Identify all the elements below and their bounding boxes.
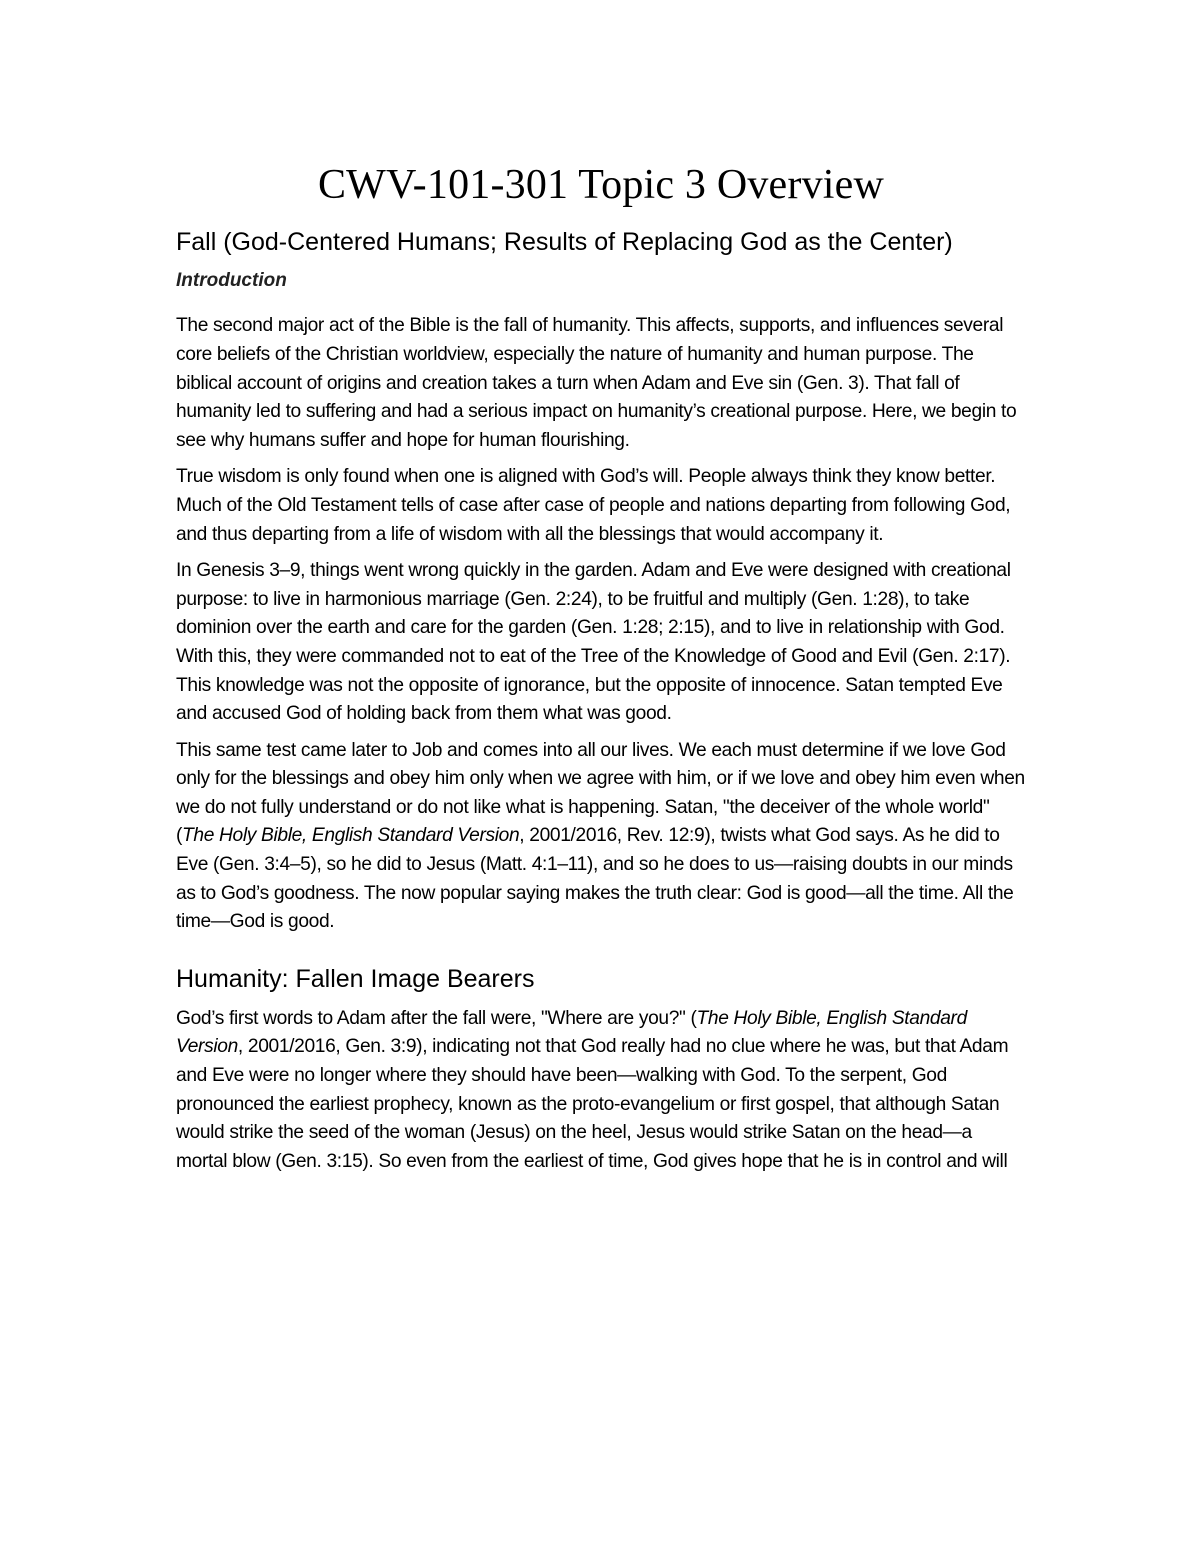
paragraph-text: , 2001/2016, Rev. 12:9), twists what God says. As he did to Eve (Gen. 3:4–5), so he did to Jesus (Matt. 4:1–11), and so he does to us—raising doubts in our minds as to God’s goodness. The now popular saying makes the truth clear: God is good—all the time. All the time—God is good. bbox=[176, 825, 1014, 933]
paragraph-where-are-you bbox=[176, 1005, 1026, 1177]
paragraph-text: God’s first words to Adam after the fall were, "Where are you?" ( bbox=[176, 1007, 697, 1029]
section-heading-humanity: Humanity: Fallen Image Bearers bbox=[176, 964, 535, 993]
paragraph-text: This same test came later to Job and comes into all our lives. We each must determine if we love God only for the blessings and obey him only when we agree with him, or if we love and obey him even when we do not fully understand or do not like what is happening. Satan, "the deceiver of the whole world" ( bbox=[176, 739, 1025, 847]
section-heading-fall: Fall (God-Centered Humans; Results of Replacing God as the Center) bbox=[176, 228, 953, 257]
citation-title: The Holy Bible, English Standard Version bbox=[176, 1007, 967, 1058]
paragraph-test-of-job bbox=[176, 737, 1026, 937]
paragraph-text: , 2001/2016, Gen. 3:9), indicating not that God really had no clue where he was, but that Adam and Eve were no longer where they should have been—walking with God. To the serpent, God pronounced the earliest prophecy, known as the proto-evangelium or first gospel, that although Satan would strike the seed of the woman (Jesus) on the heel, Jesus would strike Satan on the head—a mortal blow (Gen. 3:15). So even from the earliest of time, God gives hope that he is in control and will bbox=[176, 1036, 1009, 1172]
subheading-introduction: Introduction bbox=[176, 270, 287, 292]
document-page bbox=[176, 150, 1026, 1184]
paragraph-intro-3: In Genesis 3–9, things went wrong quickly in the garden. Adam and Eve were designed with creational purpose: to live in harmonious marriage (Gen. 2:24), to be fruitful and multiply (Gen. 1:28), to take dominion over the earth and care for the garden (Gen. 1:28; 2:15), and to live in relationship with God. With this, they were commanded not to eat of the Tree of the Knowledge of Good and Evil (Gen. 2:17). This knowledge was not the opposite of ignorance, but the opposite of innocence. Satan tempted Eve and accused God of holding back from them what was good. bbox=[176, 560, 1011, 725]
document-title: CWV-101-301 Topic 3 Overview bbox=[317, 162, 885, 208]
paragraph-intro-1: The second major act of the Bible is the fall of humanity. This affects, supports, and influences several core beliefs of the Christian worldview, especially the nature of humanity and human purpose. The biblical account of origins and creation takes a turn when Adam and Eve sin (Gen. 3). That fall of humanity led to suffering and had a serious impact on humanity’s creational purpose. Here, we begin to see why humans suffer and hope for human flourishing. bbox=[176, 315, 1017, 451]
citation-title: The Holy Bible, English Standard Version bbox=[182, 825, 520, 847]
paragraph-intro-2: True wisdom is only found when one is aligned with God’s will. People always think they know better. Much of the Old Testament tells of case after case of people and nations departing from following God, and thus departing from a life of wisdom with all the blessings that would accompany it. bbox=[176, 466, 1011, 545]
